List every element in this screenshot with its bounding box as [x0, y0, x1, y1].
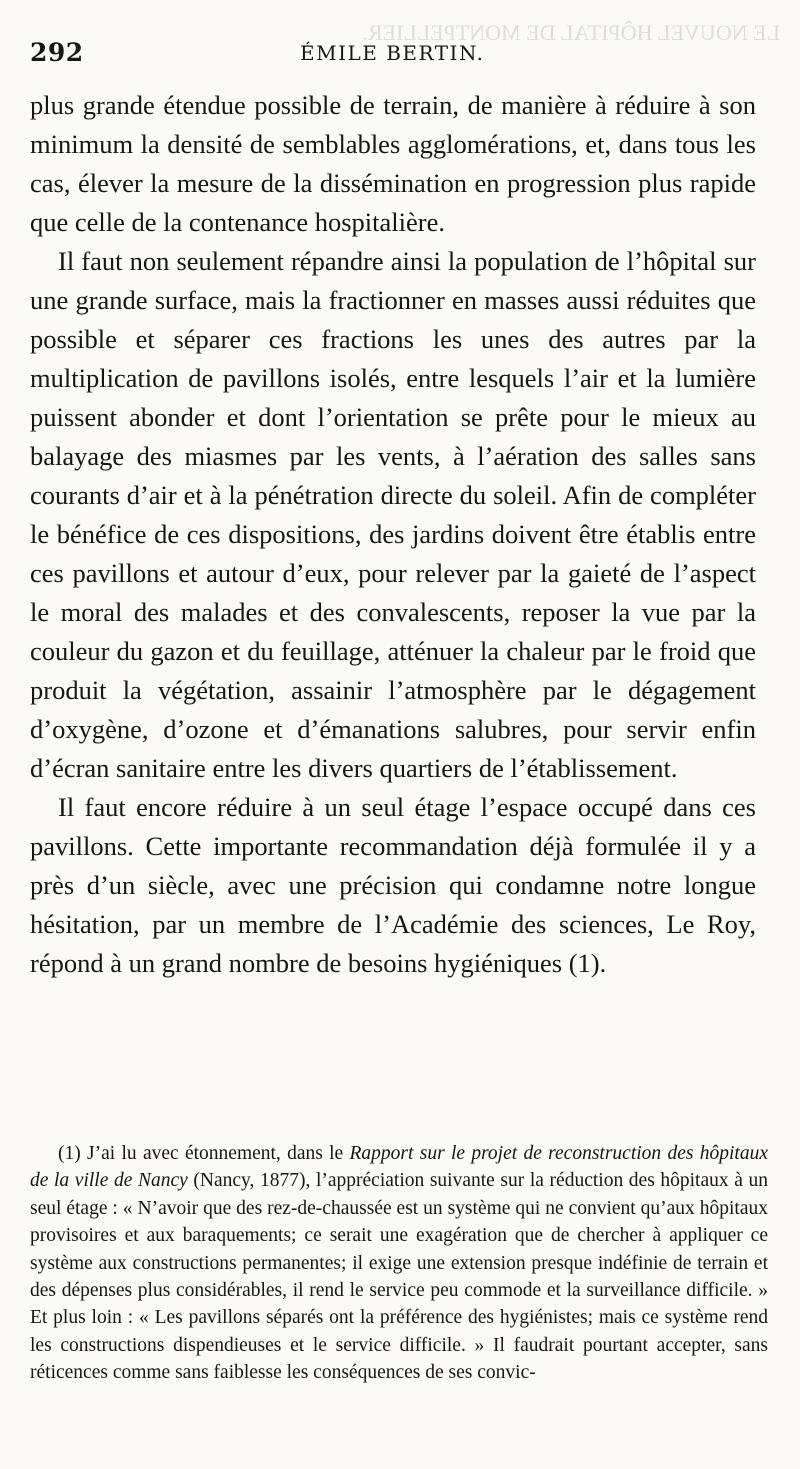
paragraph-continuation: plus grande étendue possible de terrain, de manière à réduire à son minimum la densité de semblables agglomérations, et, dans tous les cas, élever la mesure de la dissémination en progression plus rapide que celle de la contenance hospitalière.	[30, 90, 756, 237]
main-text	[30, 86, 756, 983]
footnote-text-before: J’ai lu avec étonnement, dans le	[80, 1143, 350, 1164]
paragraph-single-floor: Il faut encore réduire à un seul étage l’espace occupé dans ces pavillons. Cette importante recommandation déjà formulée il y a près d’un siècle, avec une précision qui condamne notre longue hésitation, par un membre de l’Académie des sciences, Le Roy, répond à un grand nombre de besoins hygiéniques (1).	[30, 792, 756, 978]
page-number: 292	[30, 38, 84, 67]
running-header	[30, 38, 770, 78]
paragraph-pavilions: Il faut non seulement répandre ainsi la population de l’hôpital sur une grande surface, mais la fractionner en masses aussi réduites que possible et séparer ces fractions les unes des autres par la multiplication de pavillons isolés, entre lesquels l’air et la lumière puissent abonder et dont l’orientation se prête pour le mieux au balayage des miasmes par les vents, à l’aération des salles sans courants d’air et à la pénétration directe du soleil. Afin de compléter le bénéfice de ces dispositions, des jardins doivent être établis entre ces pavillons et autour d’eux, pour relever par la gaieté de l’aspect le moral des malades et des convalescents, reposer la vue par la couleur du gazon et du feuillage, atténuer la chaleur par le froid que produit la végétation, assainir l’atmosphère par le dégagement d’oxygène, d’ozone et d’émanations salubres, pour servir enfin d’écran sanitaire entre les divers quartiers de l’établissement.	[30, 246, 756, 783]
footnote-text-after: (Nancy, 1877), l’appréciation suivante sur la réduction des hôpitaux à un seul étage : « N’avoir que des rez-de-chaussée est un système qui ne convient qu’aux hôpitaux provisoires et aux baraquements; ce serait une exagération que de chercher à appliquer ce système aux constructions permanentes; il exige une extension presque indéfinie de terrain et des dépenses plus considérables, il rend le service peu commode et la surveillance difficile. » Et plus loin : « Les pavillons séparés ont la préférence des hygiénistes; mais ce système rend les constructions dispendieuses et le service difficile. » Il faudrait pourtant accepter, sans réticences comme sans faiblesse les conséquences de ses convic-	[30, 1170, 768, 1384]
show-through-text: LE NOUVEL HÔPITAL DE MONTPELLIER.	[362, 20, 780, 45]
footnote	[30, 1140, 768, 1387]
running-title: ÉMILE BERTIN.	[300, 41, 485, 65]
footnote-report-title: Rapport sur le projet de reconstruction des hôpitaux de la ville de Nancy	[30, 1143, 768, 1192]
footnote-marker: (1)	[58, 1143, 81, 1164]
